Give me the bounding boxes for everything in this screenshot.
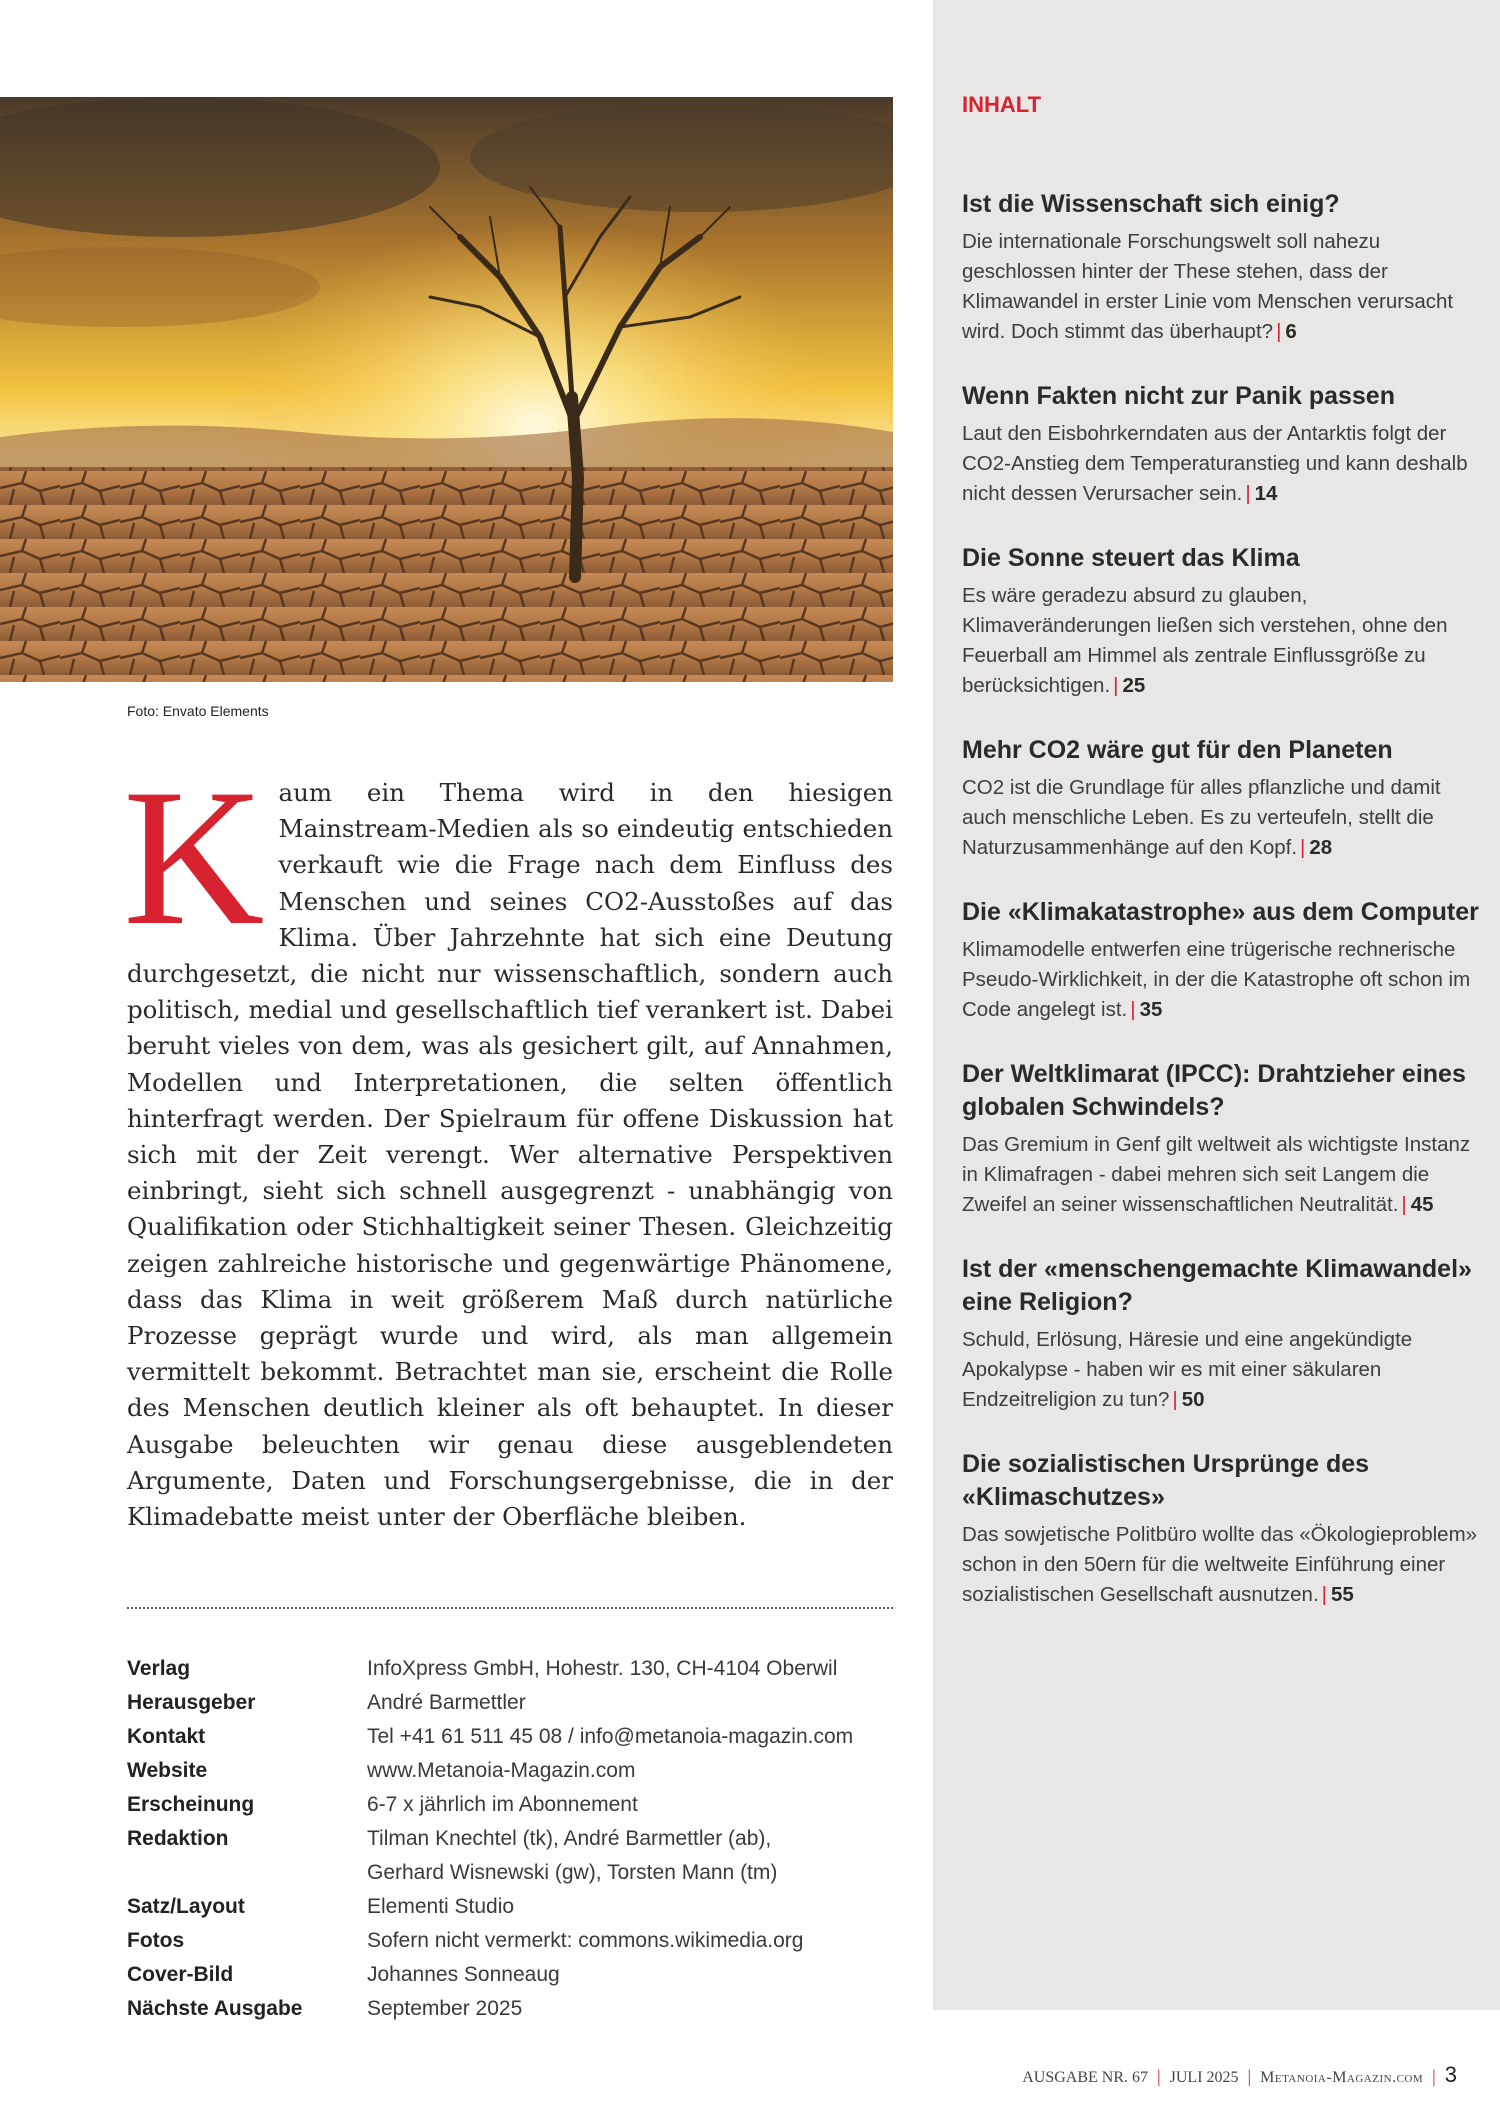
toc-item-title: Der Weltklimarat (IPCC): Drahtzieher eines globalen Schwindels?: [962, 1060, 1466, 1121]
toc-separator: |: [1276, 320, 1282, 343]
toc-separator: |: [1245, 482, 1251, 505]
toc-item[interactable]: [962, 896, 1480, 1025]
toc-item-title: Mehr CO2 wäre gut für den Planeten: [962, 736, 1393, 764]
imprint-row: [127, 1652, 907, 1686]
toc-item-description: [962, 1130, 1480, 1220]
imprint-row: [127, 1958, 907, 1992]
toc-separator: |: [1300, 836, 1306, 859]
toc-page-number: 55: [1331, 1583, 1354, 1606]
imprint-label: Website: [127, 1759, 208, 1782]
footer-separator: |: [1157, 2066, 1161, 2086]
imprint-value: 6-7 x jährlich im Abonnement: [367, 1793, 638, 1816]
cover-photo: [0, 97, 893, 682]
footer-site[interactable]: Metanoia-Magazin.com: [1260, 2069, 1424, 2086]
imprint-value: www.Metanoia-Magazin.com: [367, 1759, 636, 1782]
imprint-label: Cover-Bild: [127, 1963, 234, 1986]
imprint-row: [127, 1890, 907, 1924]
toc-item[interactable]: [962, 380, 1480, 509]
intro-paragraph: aum ein Thema wird in den hiesigen Mainstream-Medien als so eindeutig entschieden verkauft wie die Frage nach dem Einfluss des Menschen und seines CO2-Ausstoßes auf das Klima. Über Jahrzehnte hat sich eine Deutung durchgesetzt, die nicht nur wissenschaftlich, sondern auch politisch, medial und gesellschaftlich tief verankert ist. Dabei beruht vieles von dem, was als gesichert gilt, auf Annahmen, Modellen und Interpretationen, die selten öffentlich hinterfragt werden. Der Spielraum für offene Diskussion hat sich mit der Zeit verengt. Wer alternative Perspektiven einbringt, sieht sich schnell ausgegrenzt - unabhängig von Qualifikation oder Stichhaltigkeit seiner Thesen. Gleichzeitig zeigen zahlreiche historische und gegenwärtige Phänomene, dass das Klima in weit größerem Maß durch natürliche Prozesse geprägt wurde und wird, als man allgemein vermittelt bekommt. Betrachtet man sie, erscheint die Rolle des Menschen deutlich kleiner als oft behauptet. In dieser Ausgabe beleuchten wir genau diese ausgeblendeten Argumente, Daten und Forschungsergebnisse, die in der Klimadebatte meist unter der Oberfläche bleiben.: [127, 778, 893, 1532]
imprint-label: Redaktion: [127, 1827, 229, 1850]
toc-item-description: [962, 935, 1480, 1025]
imprint-value: InfoXpress GmbH, Hohestr. 130, CH-4104 Oberwil: [367, 1657, 838, 1680]
footer-separator: |: [1247, 2066, 1252, 2086]
imprint-row: [127, 1822, 907, 1890]
imprint-value: André Barmettler: [367, 1691, 526, 1714]
toc-item-description: [962, 419, 1480, 509]
toc-item-title: Die Sonne steuert das Klima: [962, 544, 1300, 572]
toc-item-text: Klimamodelle entwerfen eine trügerische rechnerische Pseudo-Wirklichkeit, in der die Katastrophe oft schon im Code angelegt ist.: [962, 938, 1471, 1021]
imprint-row: [127, 1992, 907, 2026]
toc-item-title: Die sozialistischen Ursprünge des «Klimaschutzes»: [962, 1450, 1370, 1511]
toc-page-number: 50: [1181, 1388, 1205, 1411]
imprint-row: [127, 1754, 907, 1788]
table-of-contents: [962, 92, 1480, 1643]
imprint-value: Tel +41 61 511 45 08 / info@metanoia-magazin.com: [367, 1725, 854, 1748]
toc-page-number: 28: [1309, 836, 1333, 859]
toc-separator: |: [1401, 1193, 1407, 1216]
toc-item-description: [962, 581, 1480, 701]
toc-item[interactable]: [962, 542, 1480, 701]
toc-item-description: [962, 1520, 1480, 1610]
imprint-row: [127, 1720, 907, 1754]
footer-separator: |: [1432, 2066, 1436, 2086]
toc-item-text: Die internationale Forschungswelt soll nahezu geschlossen hinter der These stehen, dass der Klimawandel in erster Linie vom Menschen verursacht wird. Doch stimmt das überhaupt?: [962, 230, 1454, 343]
toc-separator: |: [1113, 674, 1119, 697]
toc-item-text: Es wäre geradezu absurd zu glauben, Klimaveränderungen ließen sich verstehen, ohne den Feuerball am Himmel als zentrale Einflussgröße zu berücksichtigen.: [962, 584, 1448, 697]
toc-page-number: 6: [1285, 320, 1297, 343]
imprint-value: Tilman Knechtel (tk), André Barmettler (ab), Gerhard Wisnewski (gw), Torsten Mann (tm): [367, 1827, 778, 1884]
toc-item-description: [962, 227, 1480, 347]
page-footer: [1022, 2062, 1457, 2088]
toc-item-description: [962, 1325, 1480, 1415]
imprint-label: Satz/Layout: [127, 1895, 245, 1918]
toc-item[interactable]: [962, 1448, 1480, 1610]
imprint: [127, 1652, 907, 2026]
toc-separator: |: [1172, 1388, 1178, 1411]
imprint-value: Elementi Studio: [367, 1895, 515, 1918]
toc-item[interactable]: [962, 1058, 1480, 1220]
toc-separator: |: [1130, 998, 1136, 1021]
toc-item[interactable]: [962, 188, 1480, 347]
dry-tree-image: [0, 97, 893, 682]
toc-list: [962, 188, 1480, 1610]
imprint-value: Johannes Sonneaug: [367, 1963, 560, 1986]
intro-text: [123, 749, 893, 1535]
imprint-row: [127, 1686, 907, 1720]
toc-separator: |: [1321, 1583, 1327, 1606]
toc-item-text: Das sowjetische Politbüro wollte das «Ökologieproblem» schon in den 50ern für die weltweite Einführung einer sozialistischen Gesellschaft ausnutzen.: [962, 1523, 1478, 1606]
toc-item-title: Wenn Fakten nicht zur Panik passen: [962, 382, 1395, 410]
toc-item-text: Laut den Eisbohrkerndaten aus der Antarktis folgt der CO2-Anstieg dem Temperaturanstieg und kann deshalb nicht dessen Verursacher sein.: [962, 422, 1468, 505]
imprint-row: [127, 1924, 907, 1958]
toc-item-title: Ist der «menschengemachte Klimawandel» eine Religion?: [962, 1255, 1472, 1316]
imprint-label: Nächste Ausgabe: [127, 1997, 303, 2020]
imprint-value: Sofern nicht vermerkt: commons.wikimedia.org: [367, 1929, 804, 1952]
toc-item-description: [962, 773, 1480, 863]
divider: [127, 1607, 893, 1609]
imprint-label: Fotos: [127, 1929, 185, 1952]
toc-page-number: 35: [1139, 998, 1163, 1021]
footer-date: JULI 2025: [1169, 2069, 1239, 2086]
toc-heading: INHALT: [962, 92, 1042, 117]
toc-item-text: Schuld, Erlösung, Häresie und eine angekündigte Apokalypse - haben wir es mit einer säkularen Endzeitreligion zu tun?: [962, 1328, 1413, 1411]
toc-item[interactable]: [962, 1253, 1480, 1415]
toc-item-title: Ist die Wissenschaft sich einig?: [962, 190, 1340, 218]
page-number: 3: [1444, 2062, 1457, 2087]
toc-item-text: CO2 ist die Grundlage für alles pflanzliche und damit auch menschliche Leben. Es zu verteufeln, stellt die Naturzusammenhänge auf den Kopf.: [962, 776, 1441, 859]
drop-cap: K: [123, 749, 265, 966]
photo-credit: Foto: Envato Elements: [127, 703, 269, 719]
toc-item-title: Die «Klimakatastrophe» aus dem Computer: [962, 898, 1479, 926]
footer-issue: AUSGABE NR. 67: [1022, 2069, 1149, 2086]
toc-item[interactable]: [962, 734, 1480, 863]
imprint-label: Verlag: [127, 1657, 191, 1680]
imprint-label: Kontakt: [127, 1725, 206, 1748]
toc-page-number: 45: [1410, 1193, 1434, 1216]
imprint-label: Herausgeber: [127, 1691, 256, 1714]
imprint-value: September 2025: [367, 1997, 523, 2020]
imprint-row: [127, 1788, 907, 1822]
toc-page-number: 14: [1254, 482, 1278, 505]
toc-page-number: 25: [1122, 674, 1146, 697]
toc-item-text: Das Gremium in Genf gilt weltweit als wichtigste Instanz in Klimafragen - dabei mehren sich seit Langem die Zweifel an seiner wissenschaftlichen Neutralität.: [962, 1133, 1471, 1216]
imprint-label: Erscheinung: [127, 1793, 255, 1816]
